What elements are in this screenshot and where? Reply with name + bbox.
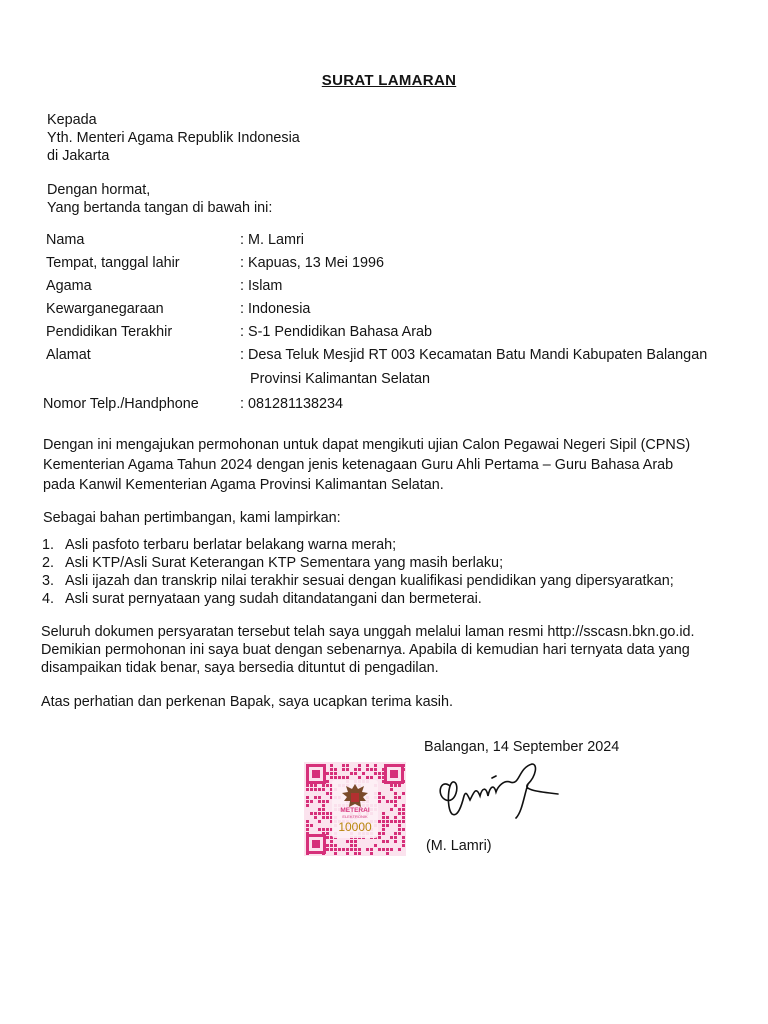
attachment-number: 3. bbox=[42, 573, 55, 589]
identity-value-alamat: : Desa Teluk Mesjid RT 003 Kecamatan Batu Mandi Kabupaten Balangan bbox=[240, 347, 708, 363]
electronic-stamp bbox=[304, 762, 406, 856]
attachment-number: 1. bbox=[42, 537, 55, 553]
qr-stamp-icon bbox=[304, 762, 406, 856]
meterai-label: METERAI bbox=[340, 807, 370, 814]
recipient-line-2: Yth. Menteri Agama Republik Indonesia bbox=[47, 130, 300, 146]
identity-value-nama: : M. Lamri bbox=[240, 232, 304, 248]
identity-label-ttl: Tempat, tanggal lahir bbox=[46, 255, 180, 271]
identity-label-alamat: Alamat bbox=[46, 347, 91, 363]
attachment-item: Asli surat pernyataan yang sudah ditandatangani dan bermeterai. bbox=[65, 591, 482, 607]
recipient-line-3: di Jakarta bbox=[47, 148, 110, 164]
statement-paragraph-line-3: disampaikan tidak benar, saya bersedia dituntut di pengadilan. bbox=[41, 660, 439, 676]
handwritten-signature-icon bbox=[432, 756, 562, 826]
identity-label-pendidikan: Pendidikan Terakhir bbox=[46, 324, 173, 340]
identity-value-ttl: : Kapuas, 13 Mei 1996 bbox=[240, 255, 385, 271]
application-paragraph-line-2: Kementerian Agama Tahun 2024 dengan jenis ketenagaan Guru Ahli Pertama – Guru Bahasa Arab bbox=[43, 457, 674, 473]
greeting-line-1: Dengan hormat, bbox=[47, 182, 151, 198]
statement-paragraph-line-1: Seluruh dokumen persyaratan tersebut telah saya unggah melalui laman resmi http://sscasn.bkn.go.id. bbox=[41, 624, 695, 640]
attachments-intro: Sebagai bahan pertimbangan, kami lampirkan: bbox=[43, 510, 341, 526]
identity-label-nama: Nama bbox=[46, 232, 85, 248]
attachment-number: 4. bbox=[42, 591, 55, 607]
attachment-item: Asli ijazah dan transkrip nilai terakhir sesuai dengan kualifikasi pendidikan yang dipersyaratkan; bbox=[65, 573, 674, 589]
identity-value-alamat-line-2: Provinsi Kalimantan Selatan bbox=[250, 371, 430, 387]
greeting-line-2: Yang bertanda tangan di bawah ini: bbox=[47, 200, 273, 216]
identity-value-pendidikan: : S-1 Pendidikan Bahasa Arab bbox=[240, 324, 433, 340]
identity-value-kewarganegaraan: : Indonesia bbox=[240, 301, 311, 317]
identity-value-telp: : 081281138234 bbox=[240, 396, 343, 412]
application-paragraph-line-1: Dengan ini mengajukan permohonan untuk dapat mengikuti ujian Calon Pegawai Negeri Sipil (CPNS) bbox=[43, 437, 691, 453]
identity-label-telp: Nomor Telp./Handphone bbox=[43, 396, 199, 412]
identity-label-agama: Agama bbox=[46, 278, 92, 294]
signature bbox=[432, 756, 562, 826]
signatory-name: (M. Lamri) bbox=[426, 838, 492, 854]
recipient-line-1: Kepada bbox=[47, 112, 97, 128]
place-date: Balangan, 14 September 2024 bbox=[424, 739, 620, 755]
attachment-item: Asli KTP/Asli Surat Keterangan KTP Sementara yang masih berlaku; bbox=[65, 555, 504, 571]
attachment-number: 2. bbox=[42, 555, 55, 571]
attachment-item: Asli pasfoto terbaru berlatar belakang warna merah; bbox=[65, 537, 397, 553]
application-paragraph-line-3: pada Kanwil Kementerian Agama Provinsi Kalimantan Selatan. bbox=[43, 477, 444, 493]
statement-paragraph-line-2: Demikian permohonan ini saya buat dengan sebenarnya. Apabila di kemudian hari ternyata data yang bbox=[41, 642, 690, 658]
meterai-sublabel: ELEKTRONIK bbox=[342, 814, 368, 819]
identity-label-kewarganegaraan: Kewarganegaraan bbox=[46, 301, 164, 317]
meterai-amount: 10000 bbox=[338, 820, 372, 834]
closing-sentence: Atas perhatian dan perkenan Bapak, saya ucapkan terima kasih. bbox=[41, 694, 453, 710]
letter-title: SURAT LAMARAN bbox=[321, 72, 457, 89]
identity-value-agama: : Islam bbox=[240, 278, 283, 294]
